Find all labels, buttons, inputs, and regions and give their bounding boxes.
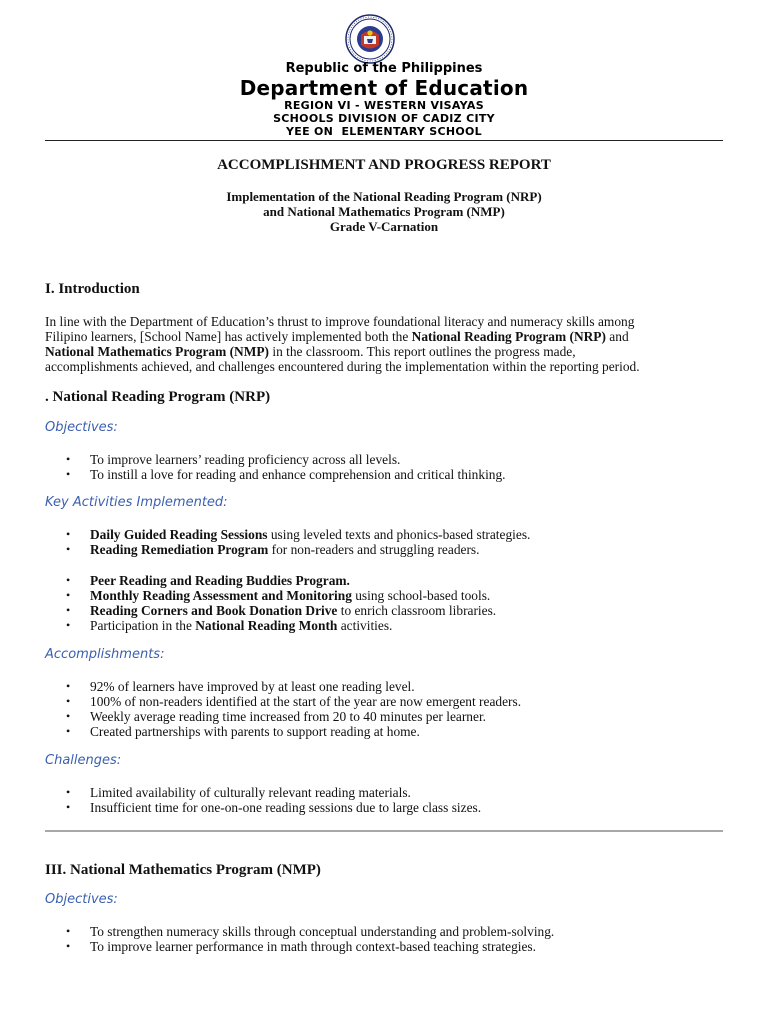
list-item: • 100% of non-readers identified at the start of the year are now emergent readers. <box>62 694 742 709</box>
school-heading: YEE ON ELEMENTARY SCHOOL <box>286 125 482 138</box>
report-title: ACCOMPLISHMENT AND PROGRESS REPORT <box>217 157 551 173</box>
nmp-objectives-label: Objectives: <box>45 892 118 907</box>
activity-text: using school-based tools. <box>351 588 491 603</box>
intro-text: in the classroom. This report outlines the progress made, <box>269 344 576 359</box>
report-subtitle-1: Implementation of the National Reading Program (NRP) <box>226 189 542 204</box>
nrp-accomplishments-label: Accomplishments: <box>45 647 165 662</box>
header-divider <box>45 140 723 141</box>
nrp-objectives-list <box>62 452 742 482</box>
list-item <box>62 603 742 618</box>
nmp-heading: III. National Mathematics Program (NMP) <box>45 862 321 878</box>
republic-heading: Republic of the Philippines <box>285 61 483 76</box>
intro-line-2 <box>45 329 725 344</box>
region-heading: REGION VI - WESTERN VISAYAS <box>284 99 484 112</box>
intro-nrp-emphasis: National Reading Program (NRP) <box>411 329 606 344</box>
activity-bold: Reading Remediation Program <box>90 542 269 557</box>
list-item: • To strengthen numeracy skills through conceptual understanding and problem-solving. <box>62 924 742 939</box>
list-item: • To improve learners’ reading proficiency across all levels. <box>62 452 742 467</box>
division-heading: SCHOOLS DIVISION OF CADIZ CITY <box>273 112 495 125</box>
intro-line-3 <box>45 344 725 359</box>
activity-text: using leveled texts and phonics-based strategies. <box>267 527 531 542</box>
activity-bold: Daily Guided Reading Sessions <box>90 527 268 542</box>
nrp-heading: . National Reading Program (NRP) <box>45 389 271 405</box>
list-item: • Created partnerships with parents to support reading at home. <box>62 724 742 739</box>
report-subtitle-3: Grade V-Carnation <box>329 219 439 234</box>
department-heading: Department of Education <box>239 76 529 100</box>
intro-line-4: accomplishments achieved, and challenges encountered during the implementation within the reporting period. <box>45 359 640 374</box>
nrp-challenges-label: Challenges: <box>45 753 122 768</box>
activity-bold: National Reading Month <box>195 618 338 633</box>
activity-bold: Monthly Reading Assessment and Monitoring <box>90 588 352 603</box>
activity-bold: Reading Corners and Book Donation Drive <box>90 603 338 618</box>
list-item <box>62 588 742 603</box>
activity-text: to enrich classroom libraries. <box>337 603 497 618</box>
activity-text: Participation in the <box>90 618 196 633</box>
nrp-challenges-list <box>62 785 742 815</box>
section-divider <box>45 830 723 832</box>
report-subtitle-2: and National Mathematics Program (NMP) <box>263 204 505 219</box>
list-item <box>62 542 742 557</box>
activity-bold: Peer Reading and Reading Buddies Program. <box>90 573 350 588</box>
intro-text: Filipino learners, [School Name] has actively implemented both the <box>45 329 412 344</box>
intro-heading: I. Introduction <box>45 281 140 297</box>
nrp-objectives-label: Objectives: <box>45 420 118 435</box>
list-item: • Insufficient time for one-on-one reading sessions due to large class sizes. <box>62 800 742 815</box>
nrp-activities-label: Key Activities Implemented: <box>45 495 228 510</box>
list-item: • Weekly average reading time increased from 20 to 40 minutes per learner. <box>62 709 742 724</box>
list-item <box>62 527 742 542</box>
list-item: • To instill a love for reading and enhance comprehension and critical thinking. <box>62 467 742 482</box>
nrp-accomplishments-list <box>62 679 742 739</box>
list-item: • 92% of learners have improved by at least one reading level. <box>62 679 742 694</box>
list-item: • Limited availability of culturally relevant reading materials. <box>62 785 742 800</box>
intro-nmp-emphasis: National Mathematics Program (NMP) <box>45 344 269 359</box>
nrp-activities-list-b <box>62 573 742 633</box>
list-item: • To improve learner performance in math through context-based teaching strategies. <box>62 939 742 954</box>
nmp-objectives-list <box>62 924 742 954</box>
activity-text: activities. <box>337 618 393 633</box>
list-item <box>62 573 742 588</box>
nrp-activities-list-a <box>62 527 742 557</box>
activity-text: for non-readers and struggling readers. <box>268 542 480 557</box>
intro-line-1: In line with the Department of Education’s thrust to improve foundational literacy and numeracy skills among <box>45 314 635 329</box>
deped-seal-logo <box>334 14 406 64</box>
list-item <box>62 618 742 633</box>
intro-text: and <box>605 329 629 344</box>
intro-paragraph <box>45 314 725 374</box>
